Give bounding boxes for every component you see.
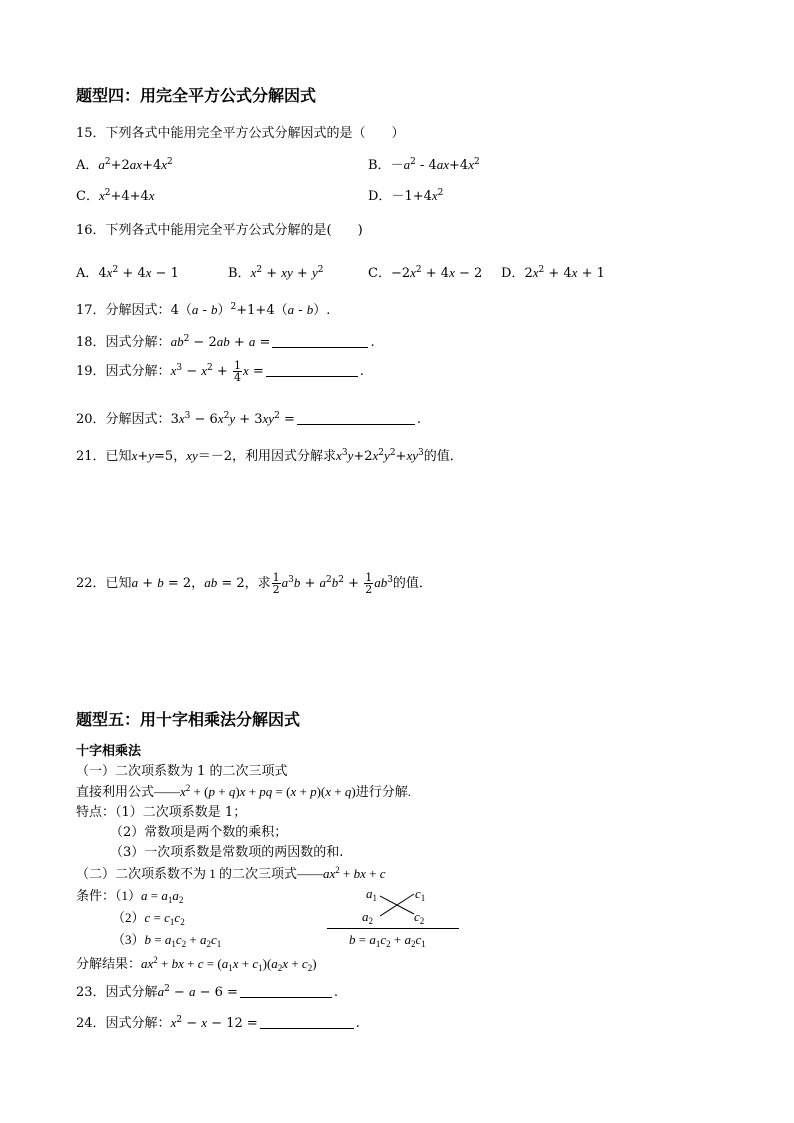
factor-result: 分解结果：$ax^2$ + bx + $c = (a_1x + c_1)(a_2x + c_2)$ — [76, 955, 317, 973]
cross-divider — [327, 928, 459, 929]
question-17: 17．分解因式：4（a - b）$^2$+1+4（a - b）. — [76, 302, 331, 318]
question-24: 24．因式分解：$x^2 - x - 12$ = . — [76, 1015, 360, 1031]
features-line-3: （3）一次项系数是常数项的两因数的和. — [110, 845, 344, 860]
q16-option-a: A．$4x^2 + 4x - 1$ — [76, 265, 179, 281]
question-16: 16．下列各式中能用完全平方公式分解的是( ) — [76, 223, 363, 238]
cross-c1: $c_1$ — [415, 886, 426, 903]
q15-option-d: D．$-1+4x^2$ — [368, 188, 444, 204]
q19-answer-blank[interactable] — [266, 364, 358, 377]
q19-fraction: $\frac{1}{4}$ — [233, 359, 241, 384]
condition-3: $(3)b = a_1c_2 + a_2c_1$ — [112, 932, 222, 949]
cross-result: $b = a_1c_2 + a_2c_1$ — [349, 932, 426, 949]
q18-answer-blank[interactable] — [272, 335, 368, 348]
question-19: 19．因式分解：$x^3 - x^2$ + $\frac{1}{4}$ x = . — [76, 359, 364, 384]
question-18: 18．因式分解：$ab^2 - 2ab + a$ = . — [76, 334, 375, 350]
q24-answer-blank[interactable] — [260, 1016, 354, 1029]
q16-option-c: C．$-2x^2 + 4x - 2$ — [368, 265, 483, 281]
condition-2: $(2)c = c_1c_2$ — [112, 910, 185, 927]
q16-option-b: B．$x^2$ + xy + $y^2$ — [228, 265, 324, 281]
condition-1: 条件：$(1)a = a_1a_2$ — [76, 888, 184, 905]
cross-a1: $a_1$ — [366, 886, 377, 903]
section-5-title: 题型五：用十字相乘法分解因式 — [76, 710, 301, 729]
q22-fraction-1: $\frac{1}{2}$ — [272, 571, 280, 596]
question-23: 23．因式分解$a^2 - a - 6$ = . — [76, 984, 339, 1000]
method-subtitle: 十字相乘法 — [76, 744, 142, 759]
cross-lines — [378, 890, 416, 920]
section-4-title: 题型四：用完全平方公式分解因式 — [76, 86, 317, 105]
features-line-1: 特点：（1）二次项系数是 1； — [76, 805, 247, 820]
q22-fraction-2: $\frac{1}{2}$ — [365, 571, 373, 596]
cross-c2: $c_2$ — [414, 909, 425, 926]
question-15: 15．下列各式中能用完全平方公式分解因式的是（ ） — [76, 126, 405, 141]
part-2-heading: （二）二次项系数不为 1 的二次三项式$——ax^2$ + bx + c — [76, 865, 386, 881]
question-21: 21．已知x+y=5，xy＝－2，利用因式分解求$x^3y+2x^2y^2+xy^3$的值． — [76, 448, 463, 464]
q15-option-a: A．$a^2+2ax+4x^2$ — [76, 157, 173, 173]
q16-option-d: D．$2x^2 + 4x + 1$ — [501, 265, 605, 281]
q23-answer-blank[interactable] — [240, 985, 332, 998]
question-20: 20．分解因式：$3x^3 - 6x^2y + 3xy^2$ = . — [76, 411, 421, 427]
part-1-heading: （一）二次项系数为 1 的二次三项式 — [76, 764, 288, 779]
cross-a2: $a_2$ — [362, 909, 373, 926]
direct-formula: 直接利用公式$——x^2 + (p + q)x$ + pq = (x + p)(x + q)进行分解. — [76, 783, 411, 799]
question-22: 22．已知a + b = 2，ab = 2，求 $\frac{1}{2}$ $a^3b + a^2b^2$ + $\frac{1}{2}$ $ab^3$的值． — [76, 571, 432, 596]
q15-option-b: B．$-a^2 - 4ax+4x^2$ — [368, 157, 480, 173]
q15-option-c: C．$x^2+4+4x$ — [76, 188, 155, 204]
q20-answer-blank[interactable] — [297, 412, 415, 425]
features-line-2: （2）常数项是两个数的乘积； — [110, 825, 288, 840]
